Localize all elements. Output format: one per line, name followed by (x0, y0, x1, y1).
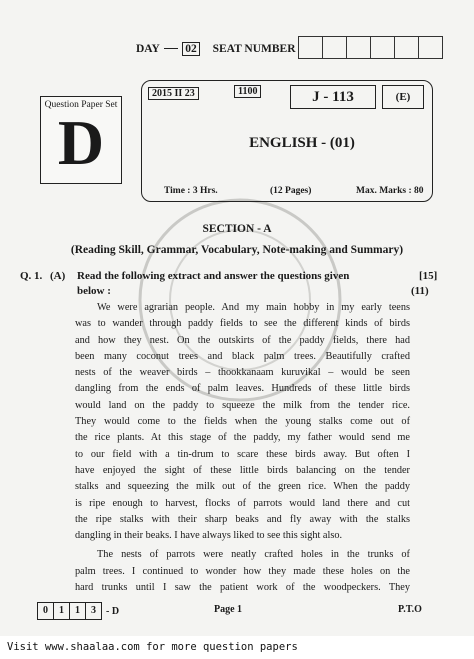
question-instruction-line1: Read the following extract and answer the questions given (77, 270, 350, 282)
seat-digit-box (322, 36, 347, 59)
paper-code: J - 113 (290, 85, 376, 109)
passage-line: was to wander through paddy fields to see the different kinds of birds (75, 318, 410, 330)
passage-line: to our field with a tin-drum to scare these birds away. But often I (75, 448, 410, 460)
paper-header-box (141, 80, 433, 202)
day-value: 02 (182, 42, 200, 56)
question-paper-set-letter: D (57, 107, 105, 178)
seat-number-boxes (299, 36, 443, 59)
section-title: SECTION - A (202, 223, 272, 235)
seat-digit-box (418, 36, 443, 59)
seat-digit-box (346, 36, 371, 59)
passage-line: have enjoyed the sight of these little birds balancing on the tender (75, 464, 410, 476)
subject-title: ENGLISH - (01) (249, 135, 355, 151)
reading-passage (75, 300, 410, 596)
exam-code-small: 1100 (234, 85, 261, 98)
day-label: DAY (136, 43, 160, 55)
time-label: Time : 3 Hrs. (164, 186, 218, 196)
passage-line: We were agrarian people. And my main hobby in my early teens (97, 302, 410, 313)
code-suffix: - D (106, 605, 120, 617)
passage-line: dangling in their beaks. I have always liked to see this sight also. (75, 530, 343, 542)
code-digit: 0 (37, 602, 54, 620)
question-total-marks: [15] (419, 270, 438, 282)
passage-line: the ripe stalks with their sharp beaks and fly away with the stalks (75, 513, 410, 525)
passage-line: been many coconut trees and black palm trees. Beautifully crafted (75, 350, 410, 362)
pages-label: (12 Pages) (270, 186, 312, 196)
seat-digit-box (394, 36, 419, 59)
passage-line: stalks and squeezing the milk out of the green rice. When the paddy (75, 481, 410, 493)
passage-line: palm trees. I continued to wonder how they made these holes on the (75, 565, 410, 577)
medium-label: (E) (382, 85, 424, 109)
code-digit: 1 (69, 602, 86, 620)
exam-date: 2015 II 23 (148, 87, 199, 100)
page-number: Page 1 (214, 604, 243, 615)
passage-line: would land on the paddy to squeeze the milk from the tender rice. (75, 399, 410, 411)
passage-line: hard trunks until I saw the patient work of the woodpeckers. They (75, 582, 410, 594)
seat-number-label: SEAT NUMBER (212, 43, 296, 55)
passage-line: They would come to the fields when the young stalks come out of (75, 416, 410, 428)
source-bar: Visit www.shaalaa.com for more question papers (0, 636, 474, 659)
code-digit: 1 (53, 602, 70, 620)
passage-paragraph-1 (75, 300, 410, 544)
passage-line: is ripe enough to harvest, flocks of parrots would land there and cut (75, 497, 410, 509)
passage-line: and how they nest. On the outskirts of the paddy fields, there had (75, 334, 410, 346)
question-paper-set-box (40, 96, 122, 184)
question-instruction-line2: below : (77, 285, 111, 297)
question-paper-set-label: Question Paper Set (44, 100, 118, 110)
max-marks-label: Max. Marks : 80 (356, 186, 424, 196)
question-part: (A) (50, 270, 66, 282)
passage-line: The nests of parrots were neatly crafted holes in the trunks of (97, 549, 410, 561)
question-part-marks: (11) (411, 285, 429, 297)
pto-label: P.T.O (398, 604, 422, 615)
day-field (136, 42, 296, 56)
seat-digit-box (298, 36, 323, 59)
seat-digit-box (370, 36, 395, 59)
passage-line: the rice plants. At this stage of the paddy, my father would send me (75, 432, 410, 444)
paper-code-boxes (38, 602, 119, 620)
passage-line: dangling from the ends of palm leaves. Hundreds of these little birds (75, 383, 410, 395)
section-subtitle: (Reading Skill, Grammar, Vocabulary, Note-making and Summary) (70, 244, 404, 256)
code-digit: 3 (85, 602, 102, 620)
passage-line: nests of the weaver birds – thookkanaam kuruvikal – would be seen (75, 367, 410, 379)
question-number: Q. 1. (20, 270, 43, 282)
passage-paragraph-2 (75, 547, 410, 596)
